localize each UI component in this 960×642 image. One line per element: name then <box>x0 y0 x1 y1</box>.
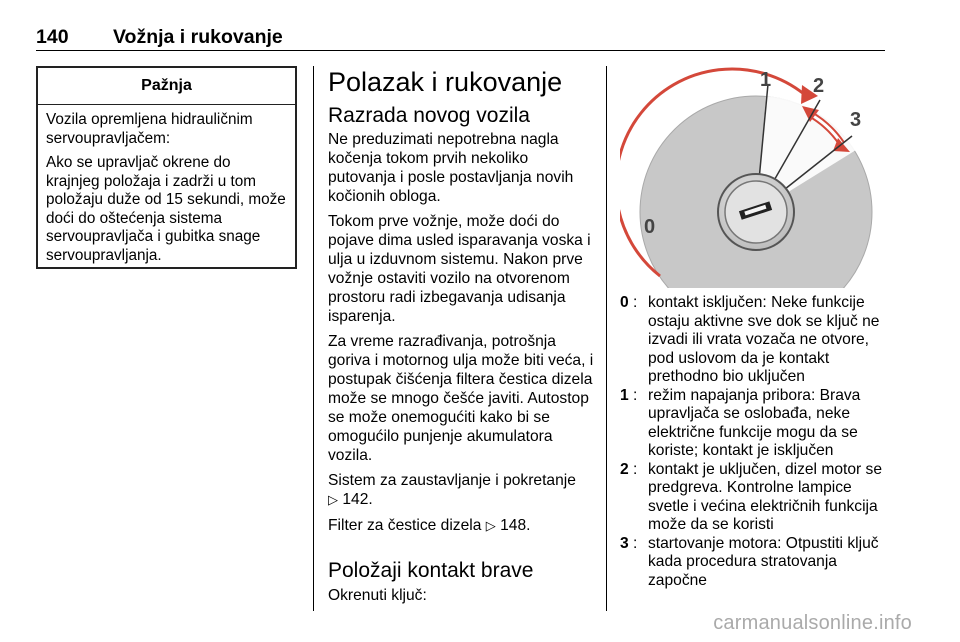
position-legend <box>620 294 888 590</box>
subsection-heading: Položaji kontakt brave <box>328 559 534 582</box>
reference-page[interactable]: 148. <box>500 517 531 534</box>
legend-text: startovanje motora: Otpustiti ključ kada procedura stratovanja započne <box>648 534 879 589</box>
page-header <box>36 24 885 51</box>
paragraph: Za vreme razrađivanja, potrošnja goriva i motornog ulja može biti veća, i postupak čišćenja filtera čestica dizela može se mnogo češće javiti. Autostop se može onemogućiti kako bi se omogućilo punjenje akumulatora vozila. <box>328 333 594 464</box>
legend-number: 1 <box>620 386 629 404</box>
reference-text: Filter za čestice dizela <box>328 517 482 534</box>
cross-reference <box>328 471 596 510</box>
caution-box <box>36 66 297 269</box>
subsection-heading: Razrada novog vozila <box>328 104 530 127</box>
reference-text: Sistem za zaustavljanje i pokretanje <box>328 472 576 489</box>
page-ref-icon: ▷ <box>485 519 496 534</box>
paragraph: Okrenuti ključ: <box>328 587 427 604</box>
caution-title: Pažnja <box>38 68 295 105</box>
legend-number: 2 <box>620 460 629 478</box>
position-label-3: 3 <box>850 109 862 131</box>
caution-paragraph: Ako se upravljač okrene do krajnjeg položaja i zadrži u tom položaju duže od 15 sekundi, može doći do oštećenja sistema servoupravljača i gubitka snage servoupravljanja. <box>46 154 286 264</box>
legend-item: 3 : startovanje motora: Otpustiti ključ kada procedura stratovanja započne <box>620 535 888 591</box>
column-divider <box>313 66 314 611</box>
legend-item: 0 : kontakt isključen: Neke funkcije ostaju aktivne sve dok se ključ ne izvadi ili vrata vozača ne otvore, pod uslovom da je kontakt prethodno bio uključen <box>620 294 888 387</box>
reference-page[interactable]: 142. <box>342 491 373 508</box>
watermark: carmanualsonline.info <box>713 612 912 634</box>
position-label-0: 0 <box>644 216 656 238</box>
position-label-1: 1 <box>760 69 772 91</box>
ignition-diagram <box>620 66 882 288</box>
ignition-switch-illustration <box>620 66 882 288</box>
column-divider <box>606 66 607 611</box>
page-number: 140 <box>36 26 69 48</box>
legend-text: kontakt isključen: Neke funkcije ostaju aktivne sve dok se ključ ne izvadi ili vrata vozača ne otvore, pod uslovom da je kontakt prethodno bio uključen <box>648 294 880 385</box>
chapter-title: Vožnja i rukovanje <box>113 26 283 48</box>
caution-body <box>38 105 295 265</box>
legend-number: 0 <box>620 294 629 311</box>
main-column <box>328 66 596 611</box>
paragraph: Tokom prve vožnje, može doći do pojave dima usled isparavanja voska i ulja u izduvnom sistemu. Nakon prve vožnje ostaviti vozilo na otvorenom prostoru radi izbegavanja udisanja isparenja. <box>328 213 591 325</box>
legend-text: kontakt je uključen, dizel motor se predgreva. Kontrolne lampice svetle i većina električnih funkcija može da se koristi <box>648 460 883 533</box>
cross-reference <box>328 516 596 536</box>
page-ref-icon: ▷ <box>328 493 338 508</box>
legend-text: režim napajanja pribora: Brava upravljača se oslobađa, neke električne funkcije mogu da se koriste; kontakt je isključen <box>648 386 861 459</box>
position-label-2: 2 <box>813 75 825 97</box>
paragraph: Ne preduzimati nepotrebna nagla kočenja tokom prvih nekoliko putovanja i posle postavljanja novih kočionih obloga. <box>328 131 574 205</box>
section-heading: Polazak i rukovanje <box>328 67 563 97</box>
legend-item: 1 : režim napajanja pribora: Brava upravljača se oslobađa, neke električne funkcije mogu da se koriste; kontakt je isključen <box>620 387 888 461</box>
caution-paragraph: Vozila opremljena hidrauličnim servoupravljačem: <box>46 111 253 147</box>
legend-number: 3 <box>620 534 629 552</box>
legend-item: 2 : kontakt je uključen, dizel motor se predgreva. Kontrolne lampice svetle i većina električnih funkcija može da se koristi <box>620 461 888 535</box>
